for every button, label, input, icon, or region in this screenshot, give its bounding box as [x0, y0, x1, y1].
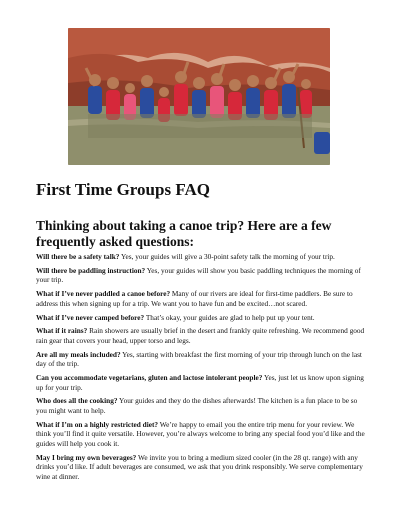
faq-answer: We’re happy to email you the entire trip menu for your review. We think you’ll find it quite versatile. However, you’re always welcome to bring any special food you’d like and the guides will help you cook it. — [36, 419, 365, 448]
group-photo — [68, 28, 330, 165]
faq-item — [36, 252, 368, 262]
faq-list — [36, 252, 368, 486]
faq-answer: Yes, just let us know upon signing up for your trip. — [36, 373, 364, 392]
faq-answer: Yes, your guides will show you basic paddling techniques the morning of your trip. — [36, 265, 361, 285]
faq-item — [36, 326, 368, 345]
faq-answer: Your guides and they do the dishes afterwards! The kitchen is a fun place to be so you might want to help. — [36, 396, 358, 416]
faq-question: Will there be a safety talk? — [36, 252, 120, 261]
faq-question: What if I’ve never camped before? — [36, 312, 145, 322]
page-subtitle: Thinking about taking a canoe trip? Here are a few frequently asked questions: — [36, 218, 332, 249]
faq-item — [36, 420, 368, 449]
faq-item — [36, 289, 368, 308]
faq-question: Are all my meals included? — [36, 349, 121, 359]
faq-question: What if I’m on a highly restricted diet? — [36, 419, 159, 429]
faq-item — [36, 350, 368, 369]
faq-question: What if it rains? — [36, 326, 88, 336]
faq-answer: Yes, your guides will give a 30-point safety talk the morning of your trip. — [119, 252, 335, 261]
faq-answer: Many of our rivers are ideal for first-time paddlers. Be sure to address this when signing up for a trip. We want you to have fun and be excited…not scared. — [36, 289, 353, 308]
faq-question: May I bring my own beverages? — [36, 452, 137, 462]
faq-item — [36, 313, 368, 323]
faq-answer: We invite you to bring a medium sized cooler (in the 28 qt. range) with any drinks you’d like. If adult beverages are consumed, we ask that you drink responsibly. We serve complementary wine at dinner. — [36, 452, 363, 481]
faq-question: Who does all the cooking? — [36, 396, 118, 406]
group-canoe-photo — [68, 28, 330, 165]
faq-answer: Yes, starting with breakfast the first morning of your trip through lunch on the last day of the trip. — [36, 349, 362, 369]
faq-question: Will there be paddling instruction? — [36, 265, 146, 275]
page-title: First Time Groups FAQ — [36, 180, 210, 199]
faq-item — [36, 396, 368, 415]
faq-question: Can you accommodate vegetarians, gluten and lactose intolerant people? — [36, 373, 263, 383]
faq-item — [36, 453, 368, 482]
faq-answer: Rain showers are usually brief in the desert and frankly quite refreshing. We recommend good rain gear that covers your head, upper torso and legs. — [36, 326, 365, 345]
faq-answer: That’s okay, your guides are glad to help put up your tent. — [144, 312, 315, 322]
faq-question: What if I’ve never paddled a canoe before? — [36, 289, 171, 299]
faq-item — [36, 266, 368, 285]
faq-item — [36, 373, 368, 392]
